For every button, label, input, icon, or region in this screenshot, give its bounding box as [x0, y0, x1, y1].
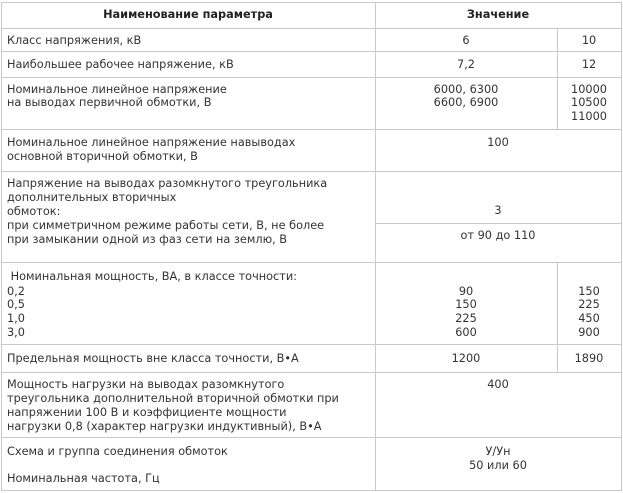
rated-power-6: 225 [455, 312, 477, 325]
row-divider [1, 28, 622, 29]
rated-power-class: 1,0 [7, 312, 25, 325]
primary-nominal-label: на выводах первичной обмотки, В [7, 96, 212, 109]
primary-nominal-6: 6600, 6900 [433, 96, 499, 109]
row-divider [1, 344, 622, 345]
limit-power-10: 1890 [574, 352, 604, 365]
rated-power-10: 450 [578, 312, 600, 325]
load-power-label: напряжении 100 В и коэффициенте мощности [7, 406, 287, 419]
header-param: Наименование параметра [103, 8, 273, 21]
open-delta-label: Напряжение на выводах разомкнутого треугольника [7, 177, 328, 190]
primary-nominal-6: 6000, 6300 [433, 83, 499, 96]
row-divider [1, 171, 622, 172]
secondary-nominal-value: 100 [487, 136, 509, 149]
voltage-class-label: Класс напряжения, кВ [7, 34, 142, 47]
row-divider [1, 51, 622, 52]
table-border-right [621, 2, 622, 491]
rated-power-6: 600 [455, 326, 477, 339]
table-border-bottom [1, 490, 622, 491]
open-delta-symmetric: 3 [494, 204, 502, 217]
load-power-label: треугольника дополнительной вторичной обмотки при [7, 392, 339, 405]
load-power-label: Мощность нагрузки на выводах разомкнутого [7, 378, 285, 391]
rated-power-class: 3,0 [7, 326, 25, 339]
open-delta-label: при замыкании одной из фаз сети на землю, В [7, 233, 288, 246]
max-voltage-label: Наибольшее рабочее напряжение, кВ [7, 58, 234, 71]
cell-divider [375, 223, 622, 224]
row-divider [1, 372, 622, 373]
rated-power-10: 900 [578, 326, 600, 339]
scheme-label: Схема и группа соединения обмоток [7, 445, 228, 458]
frequency-label: Номинальная частота, Гц [7, 472, 160, 485]
row-divider [1, 129, 622, 130]
primary-nominal-label: Номинальное линейное напряжение [7, 83, 227, 96]
column-divider [375, 2, 376, 491]
max-voltage-10: 12 [581, 58, 597, 71]
primary-nominal-10: 10500 [571, 96, 607, 109]
rated-power-6: 150 [455, 298, 477, 311]
primary-nominal-10: 10000 [571, 83, 607, 96]
table-border-left [1, 2, 2, 491]
voltage-class-6: 6 [462, 34, 470, 47]
open-delta-label: дополнительных вторичных [7, 191, 177, 204]
header-value: Значение [466, 8, 530, 21]
open-delta-label: при симметричном режиме работы сети, В, не более [7, 219, 325, 232]
primary-nominal-10: 11000 [571, 110, 607, 123]
row-divider [1, 77, 622, 78]
rated-power-label: Номинальная мощность, ВА, в классе точности: [7, 270, 297, 283]
voltage-class-10: 10 [581, 34, 597, 47]
limit-power-6: 1200 [451, 352, 481, 365]
rated-power-10: 150 [578, 285, 600, 298]
limit-power-label: Предельная мощность вне класса точности, В•А [7, 352, 299, 365]
rated-power-10: 225 [578, 298, 600, 311]
load-power-value: 400 [487, 378, 509, 391]
secondary-nominal-label: основной вторичной обмотки, В [7, 150, 198, 163]
scheme-value: У/Ун [485, 445, 511, 458]
rated-power-6: 90 [458, 285, 474, 298]
open-delta-ground-fault: от 90 до 110 [460, 229, 536, 242]
frequency-value: 50 или 60 [469, 459, 527, 472]
load-power-label: нагрузки 0,8 (характер нагрузки индуктивный), В•А [7, 420, 322, 433]
row-divider [1, 262, 622, 263]
max-voltage-6: 7,2 [457, 58, 475, 71]
table-border-top [1, 2, 622, 3]
open-delta-label: обмоток: [7, 205, 61, 218]
row-divider [1, 437, 622, 438]
rated-power-class: 0,5 [7, 298, 25, 311]
rated-power-class: 0,2 [7, 285, 25, 298]
secondary-nominal-label: Номинальное линейное напряжение навыводах [7, 136, 296, 149]
